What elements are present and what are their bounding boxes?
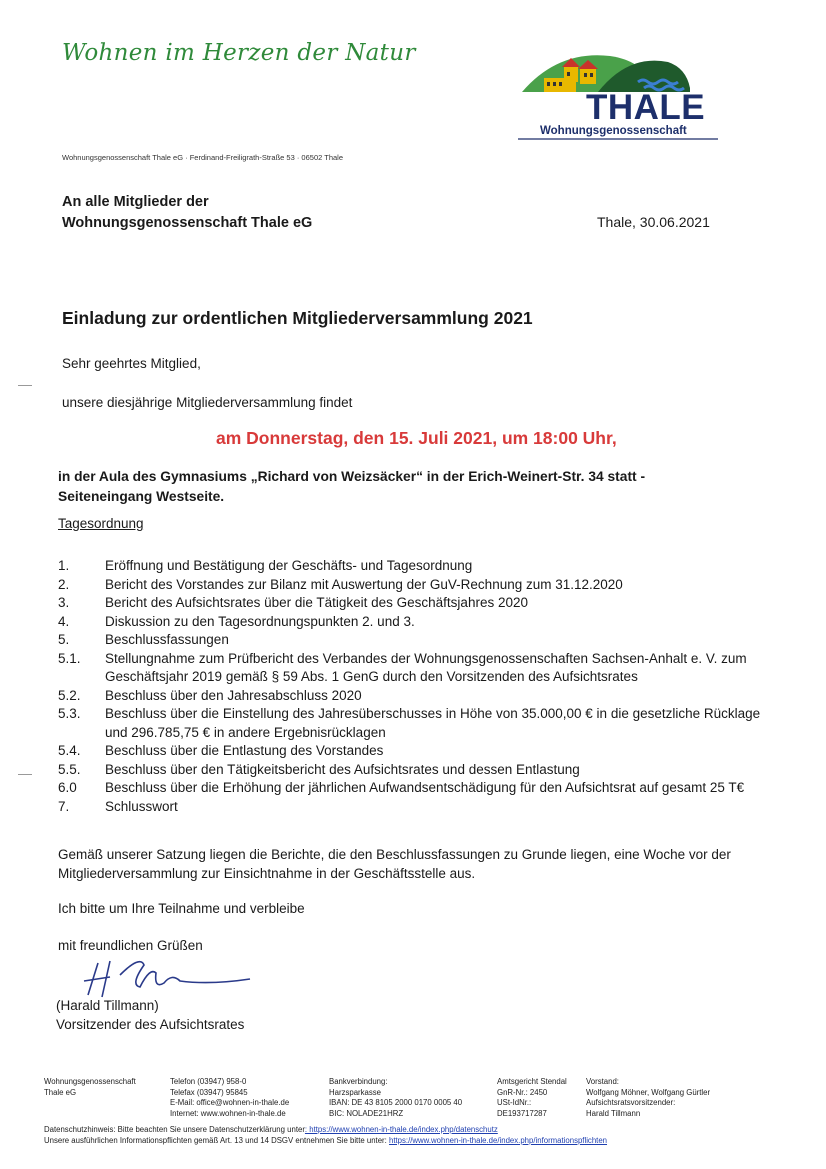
footer-bank-label: Bankverbindung:	[329, 1077, 388, 1086]
agenda-item	[58, 761, 778, 780]
agenda-item	[58, 594, 778, 613]
agenda-item	[58, 650, 778, 687]
agenda-item-text: Beschluss über die Einstellung des Jahresüberschusses in Höhe von 35.000,00 € in die gesetzliche Rücklage und 296.785,75 € in andere Ergebnisrücklagen	[105, 706, 761, 740]
agenda-item-text: Schlusswort	[105, 798, 178, 814]
letter-date: Thale, 30.06.2021	[597, 214, 710, 230]
signer-name: (Harald Tillmann)	[56, 998, 159, 1013]
recipient-block	[62, 192, 312, 234]
agenda-item-text: Beschluss über den Tätigkeitsbericht des Aufsichtsrates und dessen Entlastung	[105, 761, 580, 777]
agenda-item-text: Bericht des Vorstandes zur Bilanz mit Auswertung der GuV-Rechnung zum 31.12.2020	[105, 576, 623, 592]
footer-board-members: Wolfgang Möhner, Wolfgang Gürtler	[586, 1087, 711, 1097]
agenda-item-text: Diskussion zu den Tagesordnungspunkten 2. und 3.	[105, 613, 415, 629]
slogan: Wohnen im Herzen der Natur	[62, 40, 416, 66]
agenda-item	[58, 557, 778, 576]
closing-paragraph: Gemäß unserer Satzung liegen die Berichte, die den Beschlussfassungen zu Grunde liegen, eine Woche vor der Mitgliederversammlung zur Einsichtnahme in der Geschäftsstelle aus.	[58, 847, 731, 881]
agenda-item-text: Beschlussfassungen	[105, 632, 229, 647]
logo-subtitle: Wohnungsgenossenschaft	[540, 125, 687, 137]
agenda-item-number: 7.	[58, 798, 70, 814]
footer-bank-name: Harzsparkasse	[329, 1087, 381, 1097]
agenda-item-text: Bericht des Aufsichtsrates über die Tätigkeit des Geschäftsjahres 2020	[105, 595, 528, 610]
agenda-item-number: 4.	[58, 613, 70, 629]
agenda-item	[58, 631, 778, 650]
footer-col-contact	[170, 1077, 289, 1119]
information-duties-text: Unsere ausführlichen Informationspflichten gemäß Art. 13 und 14 DSGV entnehmen Sie bitte unter:	[44, 1136, 387, 1145]
agenda-item-number: 5.2.	[58, 687, 81, 703]
agenda-item-number: 5.1.	[58, 650, 81, 666]
footer-email[interactable]: E-Mail: office@wohnen-in-thale.de	[170, 1098, 290, 1107]
footer-vat-label: USt-IdNr.:	[497, 1098, 532, 1107]
agenda-item-text: Beschluss über den Jahresabschluss 2020	[105, 687, 362, 703]
participation-request: Ich bitte um Ihre Teilnahme und verbleibe	[58, 901, 305, 916]
agenda-item-number: 5.	[58, 632, 70, 647]
agenda-item-text: Stellungnahme zum Prüfbericht des Verbandes der Wohnungsgenossenschaften Sachsen-Anhalt e. V. zum Geschäftsjahr 2019 gemäß § 59 Abs. 1 GenG durch den Vorsitzenden des Aufsichtsrates	[105, 650, 747, 684]
signer-block	[56, 996, 244, 1034]
footer-col-register	[497, 1077, 567, 1119]
agenda-item-number: 5.4.	[58, 743, 81, 758]
privacy-policy-link[interactable]: : https://www.wohnen-in-thale.de/index.php/datenschutz	[304, 1125, 498, 1134]
agenda-list	[58, 557, 778, 816]
footer-board-label: Vorstand:	[586, 1077, 619, 1086]
meeting-venue: in der Aula des Gymnasiums „Richard von Weizsäcker“ in der Erich-Weinert-Str. 34 statt - Seiteneingang Westseite.	[58, 469, 646, 504]
fold-mark-bottom	[18, 774, 32, 775]
information-duties-link[interactable]: https://www.wohnen-in-thale.de/index.php/informationspflichten	[389, 1136, 608, 1145]
intro-text: unsere diesjährige Mitgliederversammlung findet	[62, 395, 353, 410]
agenda-item-number: 1.	[58, 558, 70, 573]
agenda-item	[58, 742, 778, 761]
agenda-item	[58, 779, 778, 798]
agenda-item-text: Beschluss über die Erhöhung der jährlichen Aufwandsentschädigung für den Aufsichtsrat auf gesamt 25 T€	[105, 780, 745, 795]
agenda-item-number: 3.	[58, 595, 70, 610]
footer-col-company	[44, 1077, 136, 1098]
footer-privacy-line-2	[44, 1136, 607, 1147]
sender-address-line: Wohnungsgenossenschaft Thale eG · Ferdinand-Freiligrath-Straße 53 · 06502 Thale	[62, 153, 343, 162]
footer-company-line-2: Thale eG	[44, 1087, 77, 1097]
agenda-item	[58, 576, 778, 595]
agenda-item-number: 5.3.	[58, 706, 81, 721]
agenda-item	[58, 705, 778, 742]
meeting-date-highlight: am Donnerstag, den 15. Juli 2021, um 18:00 Uhr,	[216, 428, 617, 448]
footer-col-board	[586, 1077, 710, 1119]
thale-logo	[518, 48, 723, 143]
signer-role: Vorsitzender des Aufsichtsrates	[56, 1017, 245, 1032]
agenda-title: Tagesordnung	[58, 516, 144, 531]
footer-supervisory-chair: Harald Tillmann	[586, 1108, 641, 1118]
agenda-item	[58, 613, 778, 632]
footer-vat-number: DE193717287	[497, 1108, 547, 1118]
salutation: Sehr geehrtes Mitglied,	[62, 356, 201, 371]
fold-mark-top	[18, 385, 32, 386]
footer-bic: BIC: NOLADE21HRZ	[329, 1108, 404, 1118]
agenda-item-number: 2.	[58, 576, 70, 592]
footer-phone: Telefon (03947) 958-0	[170, 1077, 247, 1086]
agenda-item-number: 5.5.	[58, 761, 81, 777]
footer-company-line-1: Wohnungsgenossenschaft	[44, 1077, 136, 1086]
agenda-item-text: Eröffnung und Bestätigung der Geschäfts- und Tagesordnung	[105, 558, 473, 573]
footer-privacy-line-1	[44, 1125, 498, 1136]
recipient-line-2: Wohnungsgenossenschaft Thale eG	[62, 215, 313, 231]
footer-court: Amtsgericht Stendal	[497, 1077, 567, 1086]
greeting: mit freundlichen Grüßen	[58, 938, 203, 953]
footer-col-bank	[329, 1077, 462, 1119]
footer-website[interactable]: Internet: www.wohnen-in-thale.de	[170, 1108, 286, 1118]
footer-fax: Telefax (03947) 95845	[170, 1087, 248, 1097]
agenda-item-text: Beschluss über die Entlastung des Vorstandes	[105, 743, 384, 758]
logo-name: THALE	[586, 88, 706, 127]
footer-iban: IBAN: DE 43 8105 2000 0170 0005 40	[329, 1098, 463, 1107]
footer-supervisory-label: Aufsichtsratsvorsitzender:	[586, 1098, 676, 1107]
agenda-item-number: 6.0	[58, 780, 77, 795]
agenda-item	[58, 798, 778, 817]
agenda-item	[58, 687, 778, 706]
letter-subject: Einladung zur ordentlichen Mitgliederversammlung 2021	[62, 308, 533, 328]
privacy-notice-text: Datenschutzhinweis: Bitte beachten Sie unsere Datenschutzerklärung unter	[44, 1125, 305, 1134]
recipient-line-1: An alle Mitglieder der	[62, 194, 209, 210]
footer-register-number: GnR-Nr.: 2450	[497, 1087, 548, 1097]
